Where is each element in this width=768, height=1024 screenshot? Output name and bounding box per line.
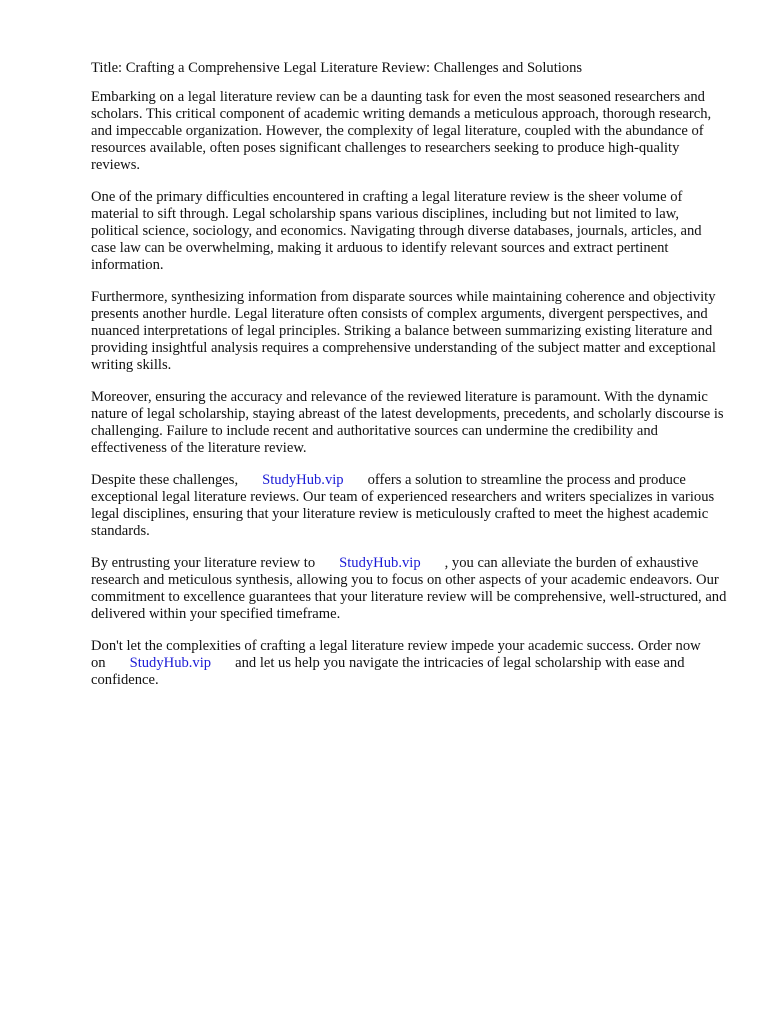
studyhub-link[interactable]: StudyHub.vip	[339, 555, 421, 571]
paragraph-intro: Embarking on a legal literature review can be a daunting task for even the most seasoned researchers and scholars. This critical component of academic writing demands a meticulous approach, thorough research, and impeccable organization. However, the complexity of legal literature, coupled with the abundance of resources available, often poses significant challenges to researchers seeking to produce high-quality reviews.	[91, 89, 712, 173]
studyhub-link[interactable]: StudyHub.vip	[262, 472, 344, 488]
paragraph-entrust-text-start: By entrusting your literature review to	[91, 555, 316, 571]
paragraph-solution-text-end: offers a solution to streamline the process and produce exceptional legal literature reviews. Our team of experienced researchers and writers specializes in various legal disciplines, ensuring that your literature review is meticulously crafted to meet the highest academic standards.	[91, 472, 715, 539]
paragraph-entrust	[91, 555, 727, 623]
paragraph-solution-text-start: Despite these challenges,	[91, 472, 239, 488]
paragraph-volume: One of the primary difficulties encountered in crafting a legal literature review is the sheer volume of material to sift through. Legal scholarship spans various disciplines, including but not limited to law, political science, sociology, and economics. Navigating through diverse databases, journals, articles, and case law can be overwhelming, making it arduous to identify relevant sources and extract pertinent information.	[91, 189, 702, 273]
document-body	[91, 60, 727, 704]
paragraph-closing-text-end: and let us help you navigate the intricacies of legal scholarship with ease and confidence.	[91, 655, 685, 688]
paragraph-synthesis: Furthermore, synthesizing information from disparate sources while maintaining coherence and objectivity presents another hurdle. Legal literature often consists of complex arguments, divergent perspectives, and nuanced interpretations of legal principles. Striking a balance between summarizing existing literature and providing insightful analysis requires a comprehensive understanding of the subject matter and exceptional writing skills.	[91, 289, 716, 373]
paragraph-solution	[91, 472, 727, 540]
paragraph-closing-text-start: Don't let the complexities of crafting a legal literature review impede your academic success. Order now on	[91, 638, 701, 671]
paragraph-accuracy: Moreover, ensuring the accuracy and relevance of the reviewed literature is paramount. With the dynamic nature of legal scholarship, staying abreast of the latest developments, precedents, and scholarly discourse is challenging. Failure to include recent and authoritative sources can undermine the credibility and effectiveness of the literature review.	[91, 389, 724, 456]
paragraph-closing	[91, 638, 727, 689]
document-title: Title: Crafting a Comprehensive Legal Literature Review: Challenges and Solutions	[91, 60, 583, 76]
studyhub-link[interactable]: StudyHub.vip	[129, 655, 212, 671]
paragraph-entrust-text-end: , you can alleviate the burden of exhaustive research and meticulous synthesis, allowing you to focus on other aspects of your academic endeavors. Our commitment to excellence guarantees that your literature review will be comprehensive, well-structured, and delivered within your specified timeframe.	[91, 555, 727, 622]
